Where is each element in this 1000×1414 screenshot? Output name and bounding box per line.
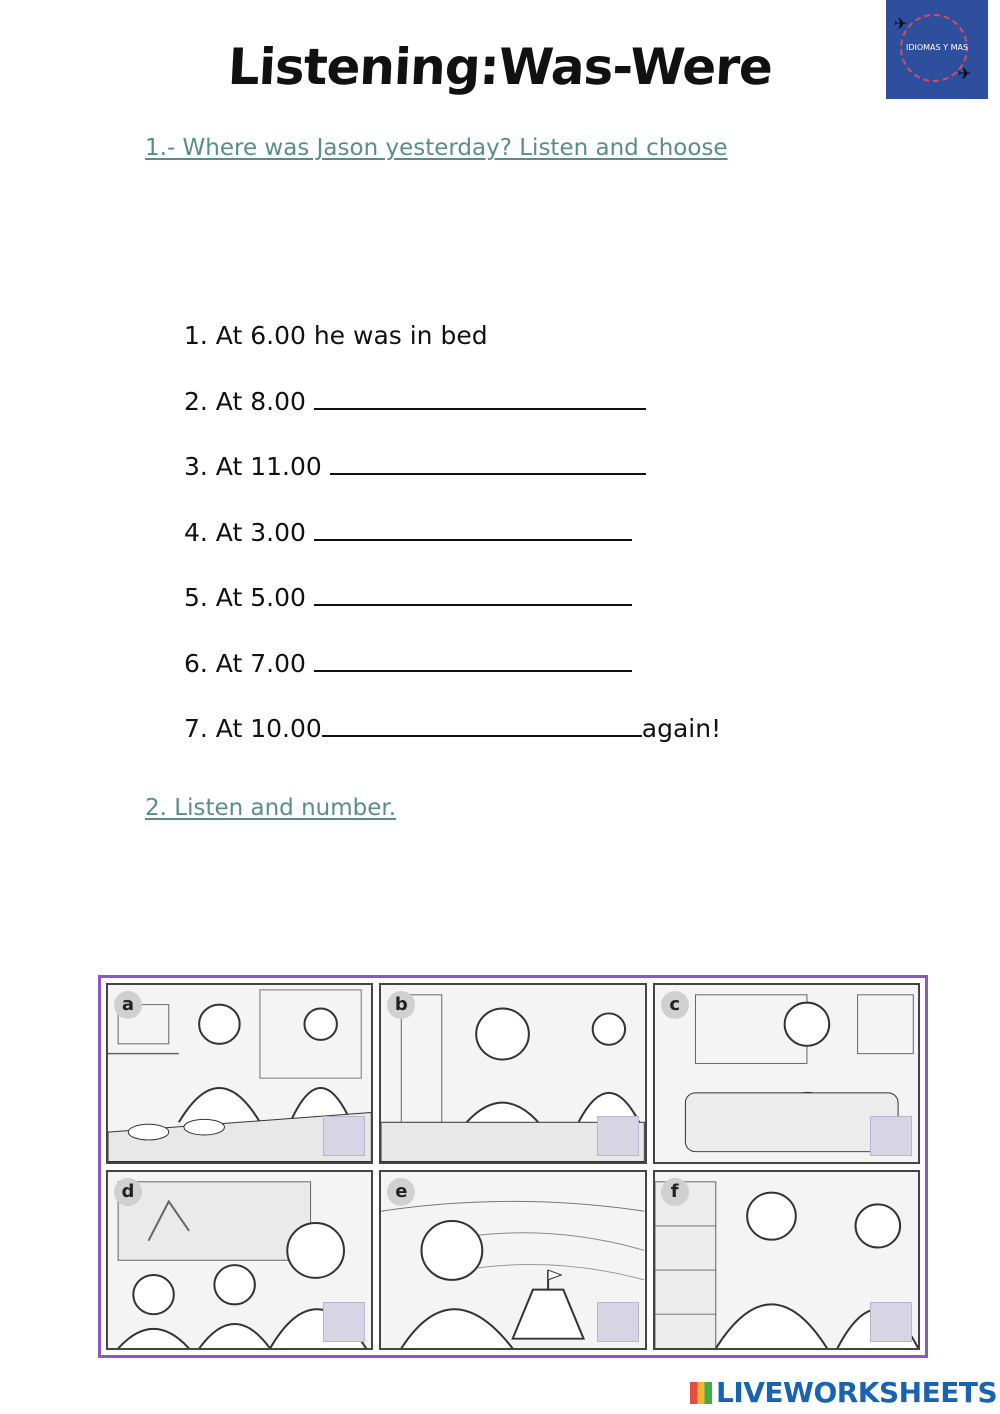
picture-grid [98,975,928,1358]
liveworksheets-text: LIVEWORKSHEETS [716,1376,998,1409]
question-5-text: 5. At 5.00 [184,583,314,612]
question-7-suffix: again! [641,714,722,743]
question-2-text: 2. At 8.00 [184,387,314,416]
answer-blank-3[interactable] [330,453,646,475]
panel-label: f [661,1178,689,1206]
panel-e-beach [379,1170,646,1351]
question-4-text: 4. At 3.00 [184,518,314,547]
liveworksheets-brand [690,1376,997,1409]
question-1 [184,321,488,350]
answer-blank-2[interactable] [314,388,646,410]
number-input-d[interactable] [323,1302,365,1342]
panel-label: c [661,991,689,1019]
number-input-b[interactable] [597,1116,639,1156]
panel-d-cinema [106,1170,373,1351]
question-6-text: 6. At 7.00 [184,649,314,678]
question-4 [184,518,632,547]
number-input-f[interactable] [870,1302,912,1342]
section1-title: 1.- Where was Jason yesterday? Listen and choose [145,135,728,161]
number-input-e[interactable] [597,1302,639,1342]
logo-text: IDIOMAS Y MAS [905,43,969,52]
panel-label: e [387,1178,415,1206]
question-3 [184,452,646,481]
section2-title: 2. Listen and number. [145,795,397,821]
liveworksheets-icon [690,1382,712,1404]
panel-label: a [114,991,142,1019]
answer-blank-7[interactable] [322,715,642,737]
question-2 [184,387,646,416]
panel-c-living-room [653,983,920,1164]
panel-b-classroom [379,983,646,1164]
question-7-text: 7. At 10.00 [184,714,322,743]
question-3-text: 3. At 11.00 [184,452,330,481]
number-input-c[interactable] [870,1116,912,1156]
plane-icon-2: ✈ [958,64,972,83]
panel-a-kitchen [106,983,373,1164]
question-1-text: 1. At 6.00 he was in bed [184,321,488,350]
panel-f-shop [653,1170,920,1351]
panel-label: b [387,991,415,1019]
question-5 [184,583,632,612]
answer-blank-6[interactable] [314,650,632,672]
number-input-a[interactable] [323,1116,365,1156]
school-logo [886,0,988,99]
worksheet-title: Listening:Was-Were [226,38,774,96]
plane-icon: ✈ [894,14,908,33]
question-7 [184,714,721,743]
panel-label: d [114,1178,142,1206]
question-6 [184,649,632,678]
answer-blank-4[interactable] [314,519,632,541]
answer-blank-5[interactable] [314,584,632,606]
